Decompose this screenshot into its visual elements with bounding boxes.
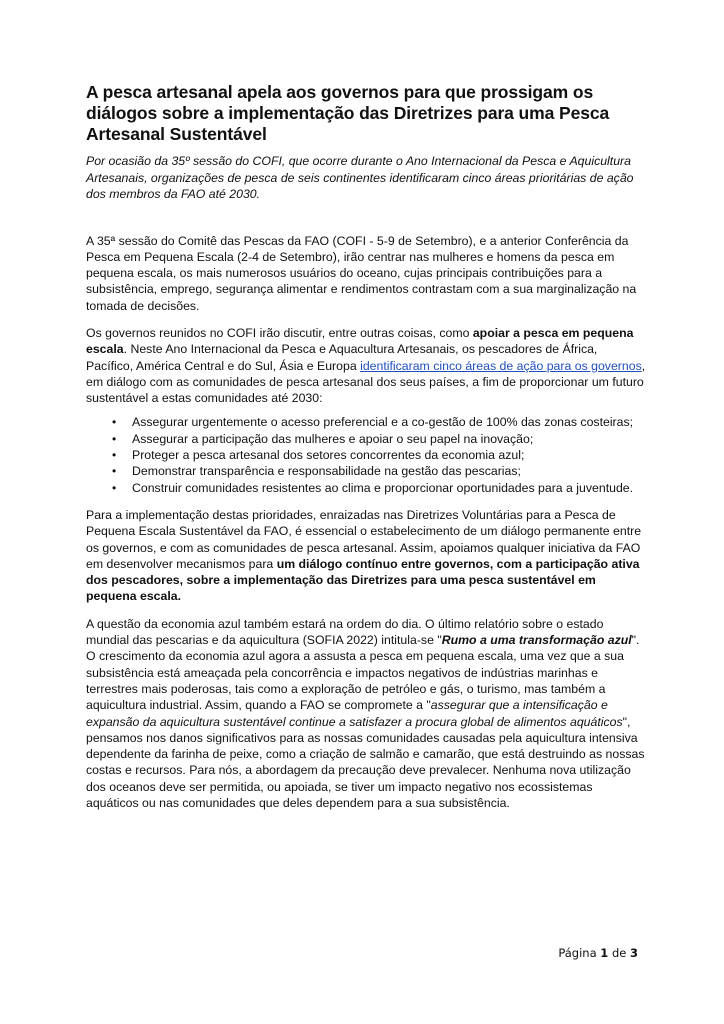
paragraph-text: Os governos reunidos no COFI irão discutir, entre outras coisas, como [86, 325, 473, 340]
paragraph-cofi-session: A 35ª sessão do Comitê das Pescas da FAO (COFI - 5-9 de Setembro), e a anterior Conferência da Pesca em Pequena Escala (2-4 de Setembro), irão centrar nas mulheres e homens da pesca em pequena escala, os mais numerosos usuários do oceano, cujas principais contribuições para a subsistência, emprego, segurança alimentar e rendimentos contrastam com a sua marginalização na tomada de decisões. [86, 233, 637, 313]
total-pages: 3 [629, 946, 638, 960]
page-title: A pesca artesanal apela aos governos para que prossigam os diálogos sobre a implementação das Diretrizes para uma Pesca Artesanal Sustentável [86, 82, 610, 144]
paragraph-implementation [86, 507, 646, 605]
bullet-icon: • [112, 480, 117, 495]
list-item-text: Assegurar a participação das mulheres e apoiar o seu papel na inovação; [132, 431, 534, 446]
paragraph-text: A questão da economia azul também estará na ordem do dia. O último relatório sobre o estado mundial das pescarias e da aquicultura (SOFIA 2022) intitula-se " [86, 616, 604, 648]
bullet-icon: • [112, 431, 117, 446]
list-item-text: Construir comunidades resistentes ao clima e proporcionar oportunidades para a juventude. [132, 480, 634, 495]
bullet-icon: • [112, 448, 117, 463]
paragraph-text: ". O crescimento da economia azul agora a assusta a pesca em pequena escala, uma vez que a sua subsistência está ameaçada pela concorrência e impactos negativos de indústrias marinhas e terrestres mais poderosas, tais como a exploração de petróleo e gás, o turismo, mas também a aquicultura industrial. Assim, quando a FAO se compromete a " [86, 633, 640, 713]
priority-list [86, 414, 646, 495]
bold-phrase: apoiar a pesca em pequena escala [86, 325, 634, 357]
priority-areas-link[interactable]: identificaram cinco áreas de ação para os governos [360, 358, 642, 373]
list-item [112, 447, 646, 463]
paragraph-text: , em diálogo com as comunidades de pesca artesanal dos seus países, a fim de proporcionar um futuro sustentável a estas comunidades até 2030: [86, 358, 646, 406]
list-item [112, 431, 646, 447]
paragraph-text: . Neste Ano Internacional da Pesca e Aquacultura Artesanais, os pescadores de África, Pacífico, América Central e do Sul, Ásia e Europa [86, 342, 598, 373]
italic-quote: assegurar que a intensificação e expansão da aquicultura sustentável continue a satisfazer a procura global de alimentos aquáticos [86, 698, 623, 729]
bold-phrase: um diálogo contínuo entre governos, com a participação ativa dos pescadores, sobre a implementação das Diretrizes para uma pesca sustentável em pequena escala. [86, 556, 640, 604]
paragraph-blue-economy [86, 616, 646, 812]
bullet-icon: • [112, 464, 117, 479]
document-page [86, 82, 646, 811]
list-item-text: Assegurar urgentemente o acesso preferencial e a co-gestão de 100% das zonas costeiras; [132, 415, 634, 430]
list-item-text: Demonstrar transparência e responsabilidade na gestão das pescarias; [132, 464, 521, 479]
lead-paragraph: Por ocasião da 35º sessão do COFI, que ocorre durante o Ano Internacional da Pesca e Aquicultura Artesanais, organizações de pesca de seis continentes identificaram cinco áreas prioritárias de ação dos membros da FAO até 2030. [86, 154, 634, 201]
bold-italic-phrase: Rumo a uma transformação azul [441, 633, 632, 648]
paragraph-governments [86, 325, 646, 406]
list-item-text: Proteger a pesca artesanal dos setores concorrentes da economia azul; [132, 448, 525, 463]
list-item [112, 463, 646, 479]
bullet-icon: • [112, 415, 117, 430]
current-page: 1 [600, 946, 609, 960]
page-of: de [611, 946, 627, 960]
list-item [112, 480, 646, 496]
list-item [112, 414, 646, 430]
paragraph-text: Para a implementação destas prioridades, enraizadas nas Diretrizes Voluntárias para a Pesca de Pequena Escala Sustentável da FAO, é essencial o estabelecimento de um diálogo permanente entre os governos, e com as comunidades de pesca artesanal. Assim, apoiamos qualquer iniciativa da FAO em desenvolver mecanismos para [86, 507, 642, 571]
page-number-footer [558, 946, 638, 960]
paragraph-text: ", pensamos nos danos significativos para as nossas comunidades causadas pela aquicultura intensiva dependente da farinha de peixe, como a criação de salmão e camarão, que está destruindo as nossas costas e recursos. Para nós, a abordagem da precaução deve prevalecer. Nenhuma nova utilização dos oceanos deve ser permitida, ou apoiada, se tiver um impacto negativo nos ecossistemas aquáticos ou nas comunidades que deles dependem para a sua subsistência. [86, 714, 645, 810]
page-label: Página [558, 946, 597, 960]
